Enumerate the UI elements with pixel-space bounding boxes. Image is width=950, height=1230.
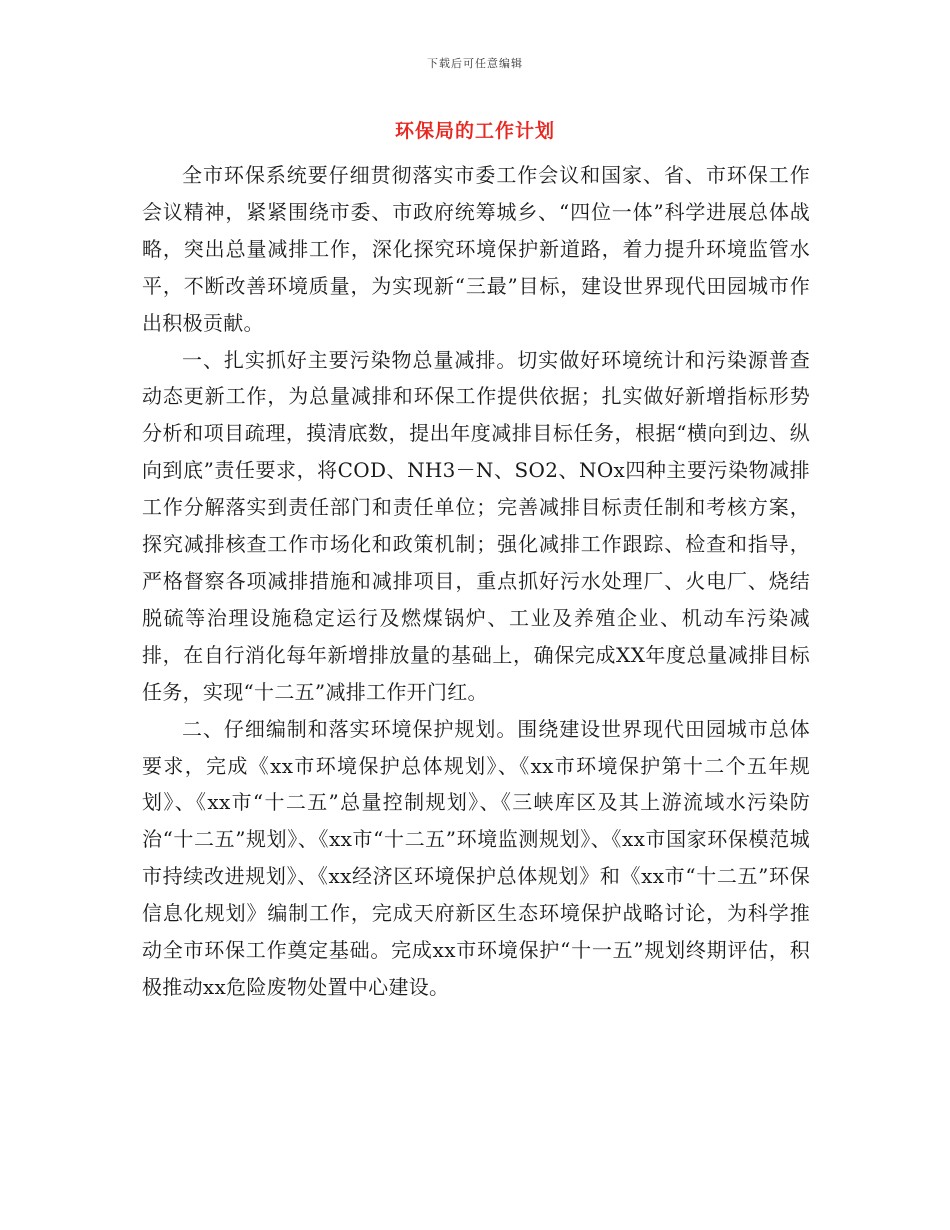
paragraph-intro: 全市环保系统要仔细贯彻落实市委工作会议和国家、省、市环保工作会议精神，紧紧围绕市委、市政府统筹城乡、“四位一体”科学进展总体战略，突出总量减排工作，深化探究环境保护新道路，着力提升环境监管水平，不断改善环境质量，为实现新“三最”目标，建设世界现代田园城市作出积极贡献。 <box>142 163 810 335</box>
page-header-note: 下载后可任意编辑 <box>427 57 523 70</box>
paragraph-section-2: 二、仔细编制和落实环境保护规划。围绕建设世界现代田园城市总体要求，完成《xx市环境保护总体规划》、《xx市环境保护第十二个五年规划》、《xx市“十二五”总量控制规划》、《三峡库区及其上游流域水污染防治“十二五”规划》、《xx市“十二五”环境监测规划》、《xx市国家环保模范城市持续改进规划》、《xx经济区环境保护总体规划》和《xx市“十二五”环保信息化规划》编制工作，完成天府新区生态环境保护战略讨论，为科学推动全市环保工作奠定基础。完成xx市环境保护“十一五”规划终期评估，积极推动xx危险废物处置中心建设。 <box>142 716 810 999</box>
document-body <box>142 157 810 1006</box>
paragraph-section-1: 一、扎实抓好主要污染物总量减排。切实做好环境统计和污染源普查动态更新工作，为总量减排和环保工作提供依据；扎实做好新增指标形势分析和项目疏理，摸清底数，提出年度减排目标任务，根据“横向到边、纵向到底”责任要求，将COD、NH3－N、SO2、NOx四种主要污染物减排工作分解落实到责任部门和责任单位；完善减排目标责任制和考核方案，探究减排核查工作市场化和政策机制；强化减排工作跟踪、检查和指导，严格督察各项减排措施和减排项目，重点抓好污水处理厂、火电厂、烧结脱硫等治理设施稳定运行及燃煤锅炉、工业及养殖企业、机动车污染减排，在自行消化每年新增排放量的基础上，确保完成XX年度总量减排目标任务，实现“十二五”减排工作开门红。 <box>142 347 810 704</box>
document-title: 环保局的工作计划 <box>394 120 555 142</box>
